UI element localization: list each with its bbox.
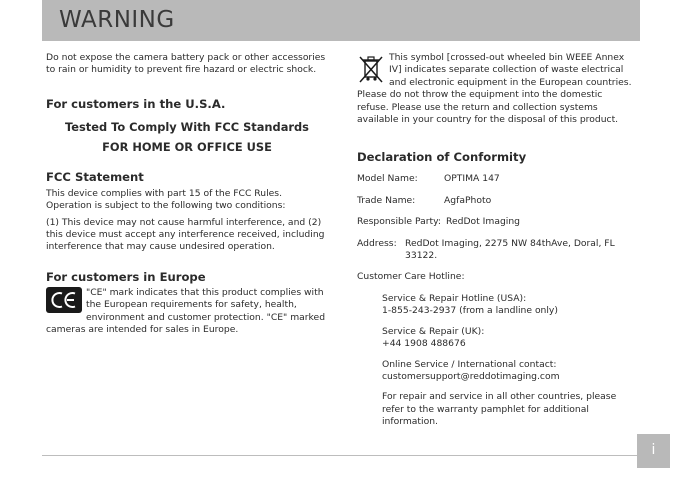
fcc-statement-heading: FCC Statement <box>46 169 144 184</box>
uk-service-label: Service & Repair (UK): <box>382 325 485 337</box>
responsible-value: RedDot Imaging <box>445 216 520 228</box>
fcc-statement-text: This device complies with part 15 of the FCC Rules. Operation is subject to the following two conditions: <box>46 187 286 212</box>
other-countries-text: For repair and service in all other countries, please refer to the warranty pamphlet for additional information. <box>382 391 617 428</box>
online-service-email: customersupport@reddotimaging.com <box>382 370 560 382</box>
footer-divider <box>42 455 638 456</box>
ce-block <box>46 287 328 337</box>
ce-mark-icon <box>46 287 82 317</box>
trade-value: AgfaPhoto <box>444 194 492 206</box>
address-row <box>357 238 635 263</box>
right-column <box>357 52 635 429</box>
responsible-label: Responsible Party: <box>357 216 441 228</box>
page-title: WARNING <box>59 7 175 33</box>
trade-label: Trade Name: <box>357 194 416 206</box>
usa-heading: For customers in the U.S.A. <box>46 96 226 111</box>
online-service-label: Online Service / International contact: <box>382 358 557 370</box>
usa-service-number: 1-855-243-2937 (from a landline only) <box>382 305 558 317</box>
fcc-conditions-text: (1) This device may not cause harmful interference, and (2) this device must accept any interference received, including interference that may cause undesired operation. <box>46 216 325 253</box>
other-countries-block <box>357 391 635 428</box>
uk-service-block <box>357 326 635 351</box>
usa-service-block <box>357 293 635 318</box>
left-column <box>46 52 328 336</box>
hotline-label: Customer Care Hotline: <box>357 271 465 283</box>
uk-service-number: +44 1908 488676 <box>382 338 466 350</box>
fcc-home-office-heading: FOR HOME OR OFFICE USE <box>102 139 272 154</box>
crossed-bin-icon <box>357 54 385 88</box>
weee-text: This symbol [crossed-out wheeled bin WEEE Annex IV] indicates separate collection of waste electrical and electronic equipment in the European countries. Please do not throw the equipment into the domestic refuse. Please use the return and collection systems available in your country for the disposal of this product. <box>357 52 632 126</box>
battery-warning-text: Do not expose the camera battery pack or other accessories to rain or humidity to prevent fire hazard or electric shock. <box>46 52 326 76</box>
model-label: Model Name: <box>357 173 418 185</box>
page-number: i <box>651 442 656 458</box>
page-number-tab <box>637 434 670 468</box>
fcc-tested-heading: Tested To Comply With FCC Standards <box>65 119 309 134</box>
trade-row <box>357 195 635 207</box>
online-service-block <box>357 359 635 384</box>
europe-heading: For customers in Europe <box>46 269 206 284</box>
address-value: RedDot Imaging, 2275 NW 84thAve, Doral, FL 33122. <box>405 237 615 262</box>
model-row <box>357 173 635 185</box>
ce-mark-text: "CE" mark indicates that this product complies with the European requirements for safety, health, environment and customer protection. "CE" marked cameras are intended for sales in Europe. <box>46 286 326 336</box>
usa-service-label: Service & Repair Hotline (USA): <box>382 292 527 304</box>
model-value: OPTIMA 147 <box>444 173 500 185</box>
weee-block <box>357 52 635 126</box>
responsible-row <box>357 216 635 228</box>
declaration-heading: Declaration of Conformity <box>357 150 527 165</box>
address-label: Address: <box>357 237 397 249</box>
page-header-bar <box>42 0 640 41</box>
